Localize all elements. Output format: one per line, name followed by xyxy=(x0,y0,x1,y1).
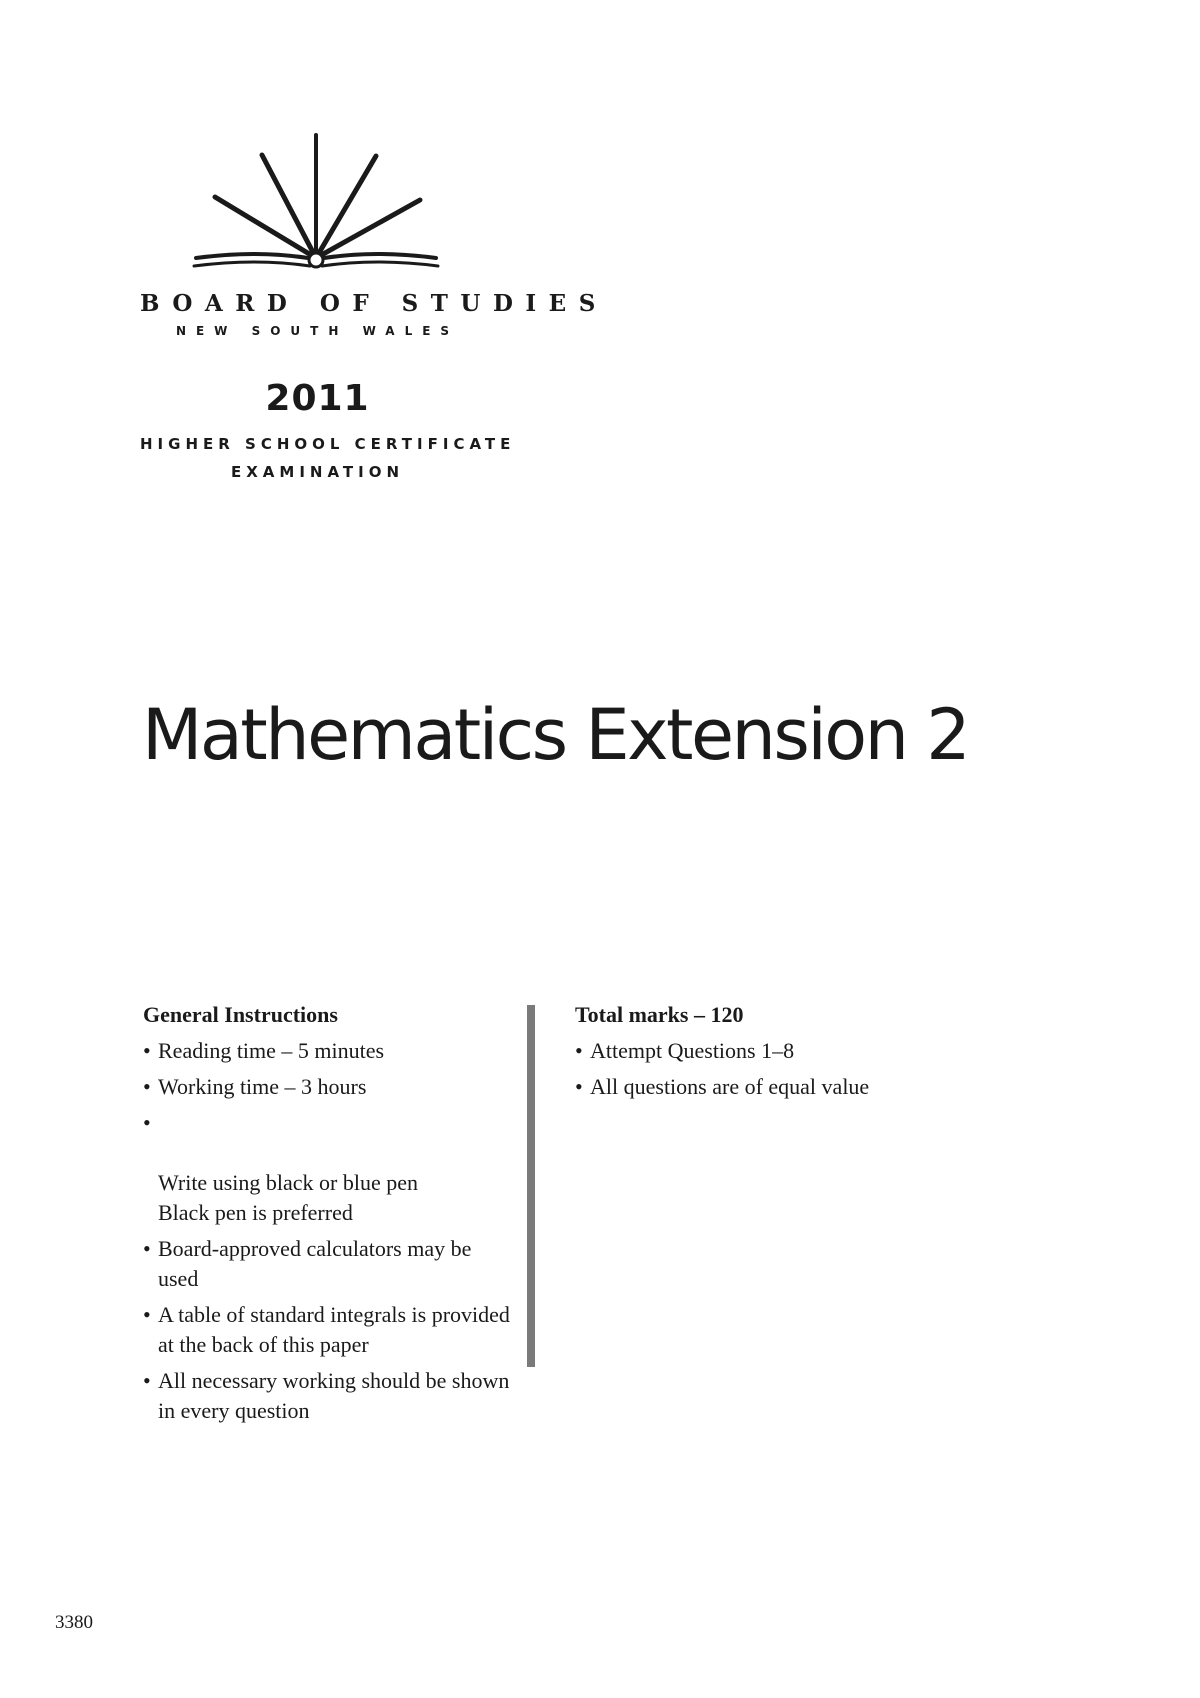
instruction-text: Working time – 3 hours xyxy=(158,1074,367,1099)
organisation-name: BOARD OF STUDIES xyxy=(140,290,608,317)
bullet-icon: • xyxy=(143,1038,151,1063)
general-instructions-list xyxy=(143,1036,513,1426)
general-instructions-heading: General Instructions xyxy=(143,1002,338,1027)
bullet-icon: • xyxy=(143,1368,151,1393)
general-instructions xyxy=(143,1000,513,1432)
instruction-item xyxy=(143,1036,513,1066)
marks-item xyxy=(575,1036,995,1066)
sunburst-book-logo-icon xyxy=(180,130,460,280)
instruction-text: All necessary working should be shown in every question xyxy=(158,1368,510,1423)
instruction-text: A table of standard integrals is provided at the back of this paper xyxy=(158,1302,510,1357)
marks-item xyxy=(575,1072,995,1102)
exam-type-line-2: EXAMINATION xyxy=(230,463,405,481)
instruction-text: Write using black or blue pen Black pen is preferred xyxy=(158,1170,418,1225)
exam-year: 2011 xyxy=(265,378,370,419)
subject-title: Mathematics Extension 2 xyxy=(142,694,969,776)
organisation-state: NEW SOUTH WALES xyxy=(175,324,460,338)
instruction-item xyxy=(143,1234,513,1294)
board-of-studies-logo xyxy=(140,130,608,340)
bullet-icon: • xyxy=(143,1236,151,1261)
bullet-icon: • xyxy=(143,1074,151,1099)
paper-code: 3380 xyxy=(55,1612,93,1633)
instruction-text: Board-approved calculators may be used xyxy=(158,1236,472,1291)
instruction-item xyxy=(143,1366,513,1426)
total-marks xyxy=(575,1000,995,1108)
instruction-item xyxy=(143,1300,513,1360)
total-marks-list xyxy=(575,1036,995,1102)
bullet-icon: • xyxy=(143,1302,151,1327)
column-divider xyxy=(527,1005,535,1367)
bullet-icon: • xyxy=(143,1110,151,1135)
exam-type-line-1: HIGHER SCHOOL CERTIFICATE xyxy=(140,435,516,453)
marks-text: All questions are of equal value xyxy=(590,1074,870,1099)
total-marks-heading: Total marks – 120 xyxy=(575,1002,744,1027)
instruction-item xyxy=(143,1072,513,1102)
instruction-text: Reading time – 5 minutes xyxy=(158,1038,385,1063)
instruction-item xyxy=(143,1108,513,1228)
bullet-icon: • xyxy=(575,1038,583,1063)
marks-text: Attempt Questions 1–8 xyxy=(590,1038,795,1063)
bullet-icon: • xyxy=(575,1074,583,1099)
